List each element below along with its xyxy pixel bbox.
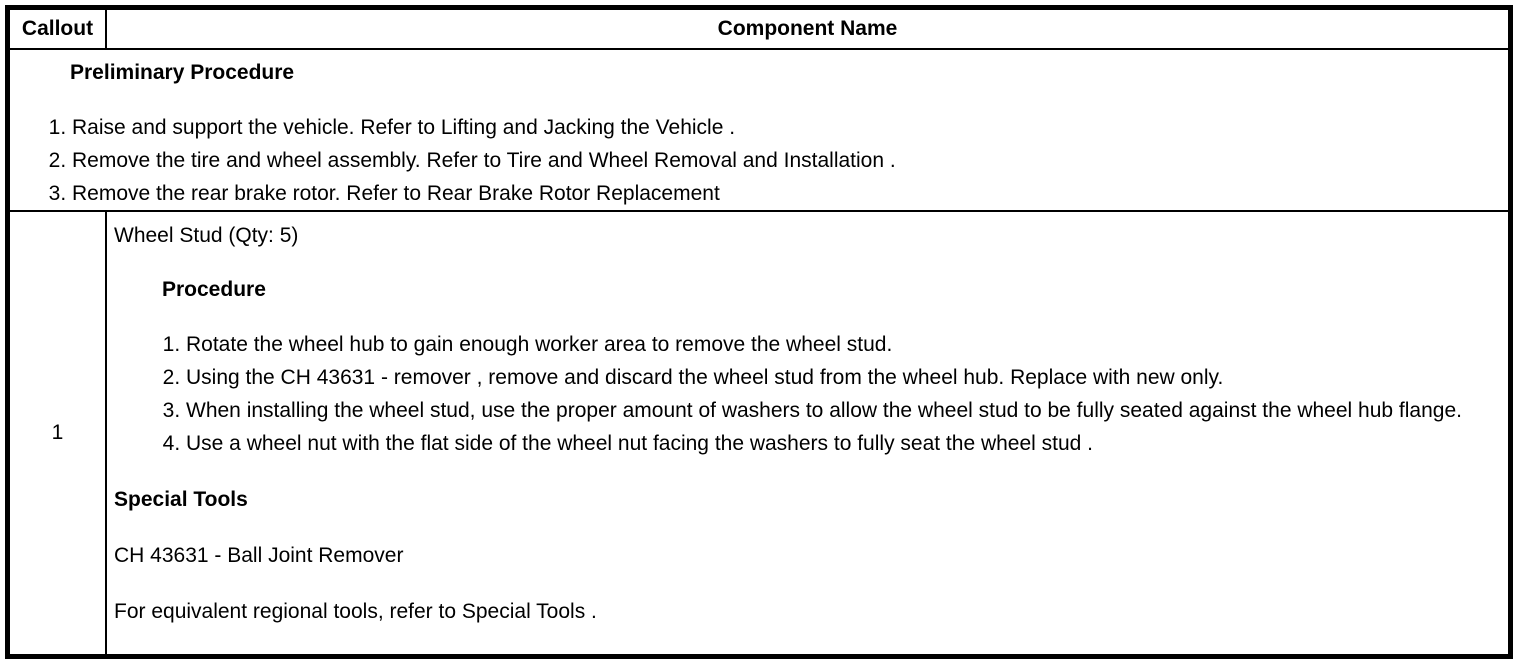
preliminary-step: 1. Raise and support the vehicle. Refer to Lifting and Jacking the Vehicle .	[72, 111, 1496, 144]
component-row	[10, 211, 1508, 654]
procedure-step: 3. When installing the wheel stud, use the proper amount of washers to allow the wheel stud to be fully seated against the wheel hub flange.	[186, 394, 1494, 427]
preliminary-step: 2. Remove the tire and wheel assembly. Refer to Tire and Wheel Removal and Installation .	[72, 144, 1496, 177]
table-frame	[5, 5, 1513, 659]
preliminary-procedure-row	[10, 49, 1508, 211]
table-header-row	[10, 10, 1508, 49]
procedure-step: 4. Use a wheel nut with the flat side of the wheel nut facing the washers to fully seat the wheel stud .	[186, 427, 1494, 460]
component-name-column-header: Component Name	[106, 10, 1508, 49]
preliminary-procedure-cell	[10, 49, 1508, 211]
procedure-step: 2. Using the CH 43631 - remover , remove and discard the wheel stud from the wheel hub. Replace with new only.	[186, 361, 1494, 394]
special-tools-title: Special Tools	[114, 488, 248, 511]
preliminary-steps-list	[20, 111, 1496, 210]
callout-column-header: Callout	[10, 10, 106, 49]
regional-tools-note: For equivalent regional tools, refer to Special Tools .	[114, 600, 597, 623]
component-table	[10, 10, 1508, 654]
special-tools-value: CH 43631 - Ball Joint Remover	[114, 544, 404, 567]
procedure-step: 1. Rotate the wheel hub to gain enough worker area to remove the wheel stud.	[186, 328, 1494, 361]
component-detail-cell	[106, 211, 1508, 654]
procedure-title: Procedure	[162, 278, 266, 301]
preliminary-step: 3. Remove the rear brake rotor. Refer to Rear Brake Rotor Replacement	[72, 177, 1496, 210]
component-name: Wheel Stud (Qty: 5)	[114, 224, 299, 247]
procedure-steps-list	[114, 328, 1494, 460]
callout-number: 1	[10, 211, 106, 654]
preliminary-procedure-title: Preliminary Procedure	[70, 61, 295, 84]
